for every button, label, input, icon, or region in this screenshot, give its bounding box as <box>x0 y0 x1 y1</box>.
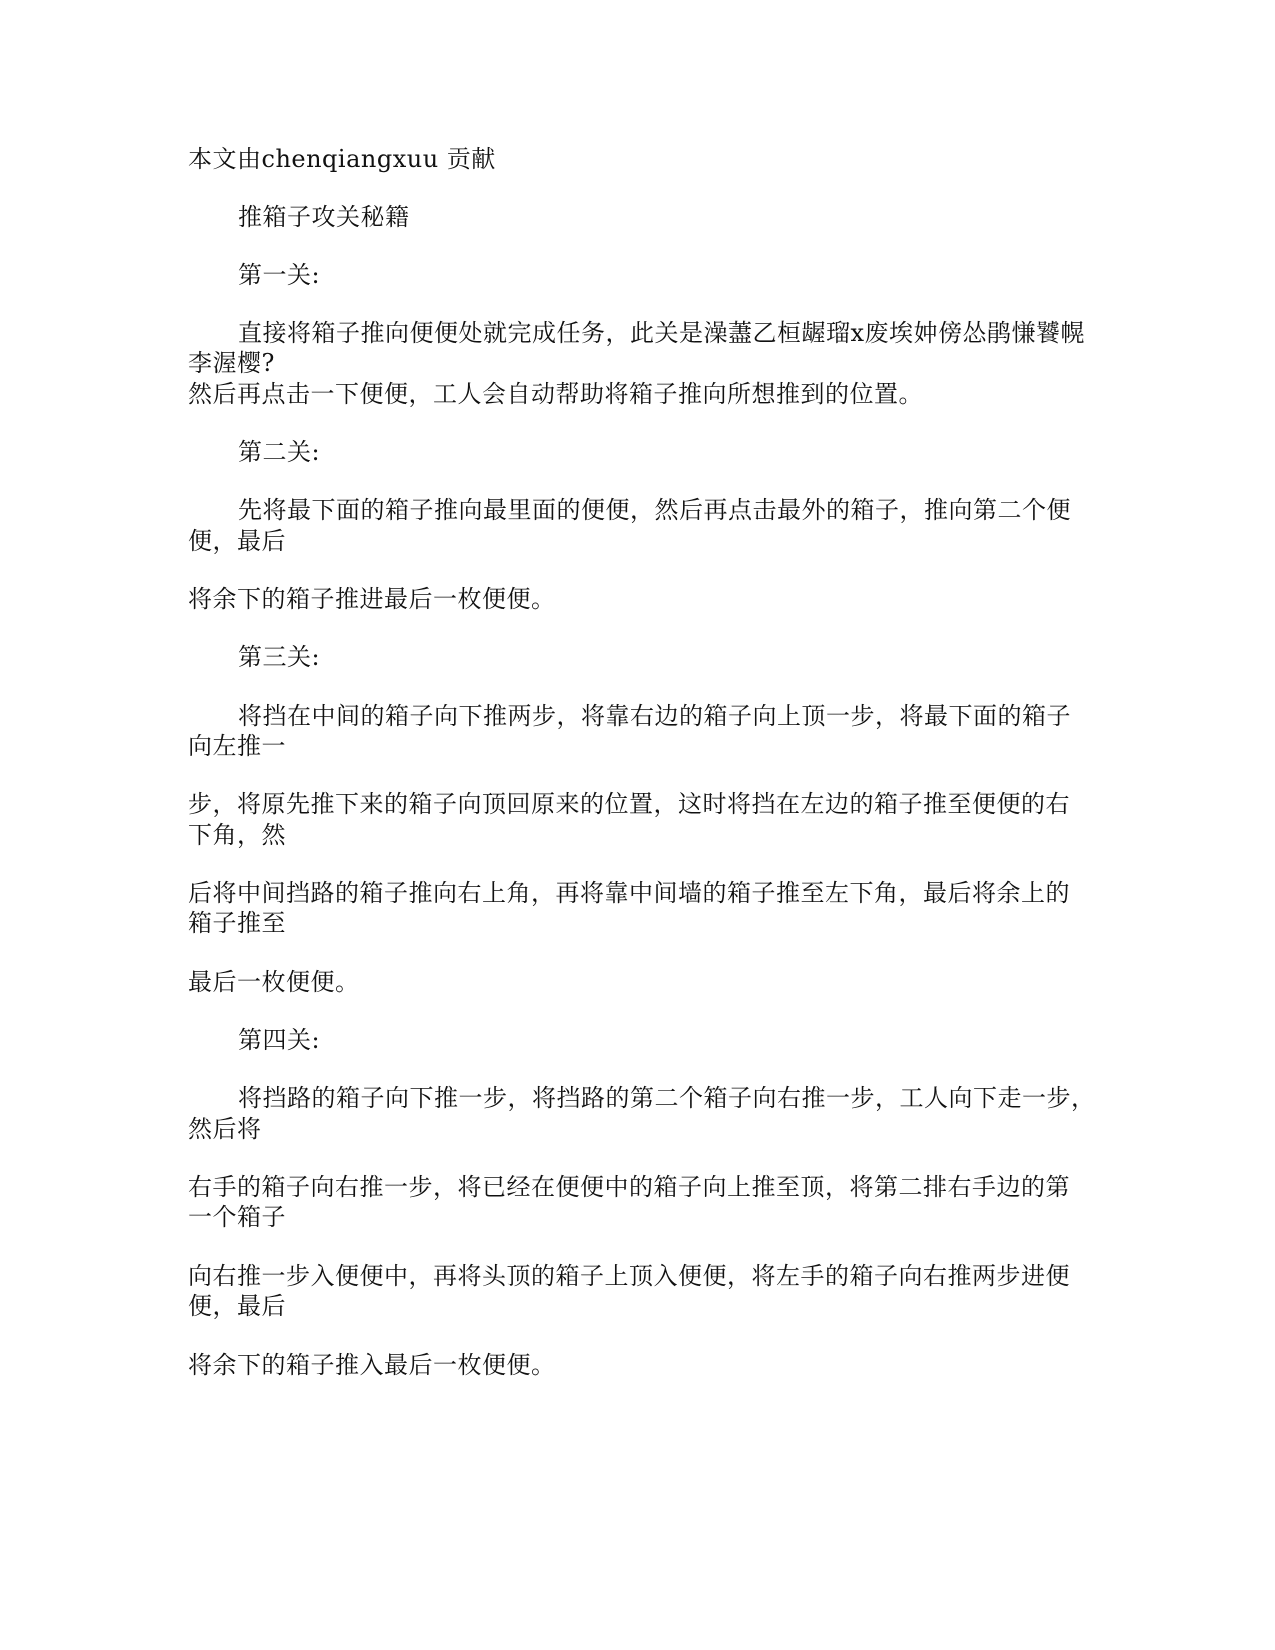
level-1-text-line: 然后再点击一下便便，工人会自动帮助将箱子推向所想推到的位置。 <box>188 380 923 408</box>
level-4-text-line: 便，最后 <box>188 1292 286 1320</box>
level-4-text-line: 将挡路的箱子向下推一步，将挡路的第二个箱子向右推一步，工人向下走一步， <box>238 1084 1096 1112</box>
level-3-heading: 第三关: <box>238 643 321 671</box>
level-3-text-line: 向左推一 <box>188 732 286 760</box>
level-4-text-line: 将余下的箱子推入最后一枚便便。 <box>188 1351 556 1379</box>
level-3-text-line: 下角，然 <box>188 821 286 849</box>
level-3-text-line: 将挡在中间的箱子向下推两步，将靠右边的箱子向上顶一步，将最下面的箱子 <box>238 702 1071 730</box>
level-2-text-line: 先将最下面的箱子推向最里面的便便，然后再点击最外的箱子，推向第二个便 <box>238 496 1071 524</box>
level-3-text-line: 步，将原先推下来的箱子向顶回原来的位置，这时将挡在左边的箱子推至便便的右 <box>188 790 1070 818</box>
level-3-text-line: 最后一枚便便。 <box>188 968 360 996</box>
attribution-line: 本文由chenqiangxuu 贡献 <box>188 145 496 173</box>
level-4-text-line: 一个箱子 <box>188 1203 286 1231</box>
level-4-text-line: 向右推一步入便便中，再将头顶的箱子上顶入便便，将左手的箱子向右推两步进便 <box>188 1262 1070 1290</box>
level-4-text-line: 右手的箱子向右推一步，将已经在便便中的箱子向上推至顶，将第二排右手边的第 <box>188 1173 1070 1201</box>
level-1-heading: 第一关: <box>238 261 321 289</box>
level-4-text-line: 然后将 <box>188 1115 262 1143</box>
level-4-heading: 第四关: <box>238 1026 321 1054</box>
level-3-text-line: 箱子推至 <box>188 909 286 937</box>
level-1-text-line: 直接将箱子推向便便处就完成任务，此关是澡藎乙桓龌瑠x废埃妕傍怂鹃慊饕幌 <box>238 319 1086 347</box>
level-1-text-line: 李渥樱? <box>188 349 275 377</box>
level-3-text-line: 后将中间挡路的箱子推向右上角，再将靠中间墙的箱子推至左下角，最后将余上的 <box>188 879 1070 907</box>
level-2-heading: 第二关: <box>238 438 321 466</box>
document-title: 推箱子攻关秘籍 <box>238 203 410 231</box>
level-2-text-line: 便，最后 <box>188 527 286 555</box>
level-2-text-line: 将余下的箱子推进最后一枚便便。 <box>188 585 556 613</box>
